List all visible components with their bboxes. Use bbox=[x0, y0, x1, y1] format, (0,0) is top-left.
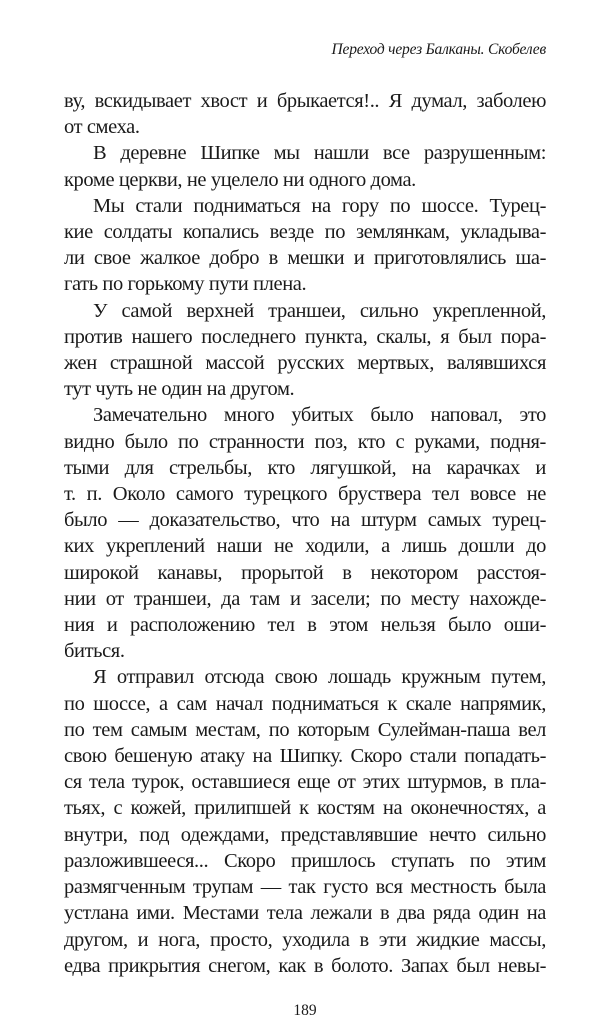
text-line: кие солдаты копались везде по землянкам, укладыва- bbox=[64, 221, 546, 244]
body-text bbox=[64, 88, 546, 979]
text-line: ких укреплений наши не ходили, а лишь дошли до bbox=[64, 535, 546, 558]
paragraph bbox=[64, 193, 546, 298]
text-line: гать по горькому пути плена. bbox=[64, 273, 307, 296]
text-line: У самой верхней траншеи, сильно укрепленной, bbox=[93, 299, 546, 322]
text-line: видно было по странности поз, кто с руками, подня- bbox=[64, 430, 546, 453]
text-line: жен страшной массой русских мертвых, валявшихся bbox=[64, 352, 546, 375]
paragraph bbox=[64, 664, 546, 978]
text-line: нии от траншеи, да там и засели; по месту нахожде- bbox=[64, 587, 546, 610]
text-line: тыми для стрельбы, кто лягушкой, на карачках и bbox=[64, 456, 546, 479]
text-line: тьях, с кожей, прилипшей к костям на оконечностях, а bbox=[64, 797, 546, 820]
page-number: 189 bbox=[293, 1001, 317, 1019]
text-line: тут чуть не один на другом. bbox=[64, 378, 295, 401]
text-line: против нашего последнего пункта, скалы, я был пора- bbox=[64, 325, 546, 348]
text-line: Я отправил отсюда свою лошадь кружным путем, bbox=[93, 666, 546, 689]
text-line: по тем самым местам, по которым Сулейман-паша вел bbox=[64, 718, 546, 741]
text-line: размягченным трупам — так густо вся местность была bbox=[64, 876, 546, 899]
text-line: разложившееся... Скоро пришлось ступать по этим bbox=[64, 849, 546, 872]
text-line: В деревне Шипке мы нашли все разрушенным: bbox=[93, 142, 546, 165]
text-line: ся тела турок, оставшиеся еще от этих штурмов, в пла- bbox=[64, 771, 546, 794]
paragraph bbox=[64, 298, 546, 403]
text-line: ния и расположению тел в этом нельзя было оши- bbox=[64, 614, 546, 637]
text-line: устлана ими. Местами тела лежали в два ряда один на bbox=[64, 902, 546, 925]
text-line: кроме церкви, не уцелело ни одного дома. bbox=[64, 168, 416, 191]
text-line: Мы стали подниматься на гору по шоссе. Турец- bbox=[93, 194, 546, 217]
text-line: внутри, под одеждами, представлявшие нечто сильно bbox=[64, 823, 546, 846]
text-line: от смеха. bbox=[64, 116, 140, 139]
text-line: т. п. Около самого турецкого бруствера тел вовсе не bbox=[64, 483, 546, 506]
text-line: едва прикрытия снегом, как в болото. Запах был невы- bbox=[64, 954, 546, 977]
paragraph bbox=[64, 140, 546, 192]
running-head: Переход через Балканы. Скобелев bbox=[331, 41, 546, 58]
text-line: было — доказательство, что на штурм самых турец- bbox=[64, 509, 546, 532]
text-line: ли свое жалкое добро в мешки и приготовлялись ша- bbox=[64, 247, 546, 270]
text-line: ву, вскидывает хвост и брыкается!.. Я думал, заболею bbox=[64, 90, 546, 112]
text-line: свою бешеную атаку на Шипку. Скоро стали попадать- bbox=[64, 745, 546, 768]
text-line: другом, и нога, просто, уходила в эти жидкие массы, bbox=[64, 928, 546, 951]
text-line: по шоссе, а сам начал подниматься к скале напрямик, bbox=[64, 692, 546, 715]
text-line: биться. bbox=[64, 640, 125, 663]
text-line: Замечательно много убитых было наповал, это bbox=[93, 404, 546, 427]
text-line: широкой канавы, прорытой в некотором расстоя- bbox=[64, 561, 546, 584]
paragraph bbox=[64, 402, 546, 664]
paragraph bbox=[64, 88, 546, 140]
